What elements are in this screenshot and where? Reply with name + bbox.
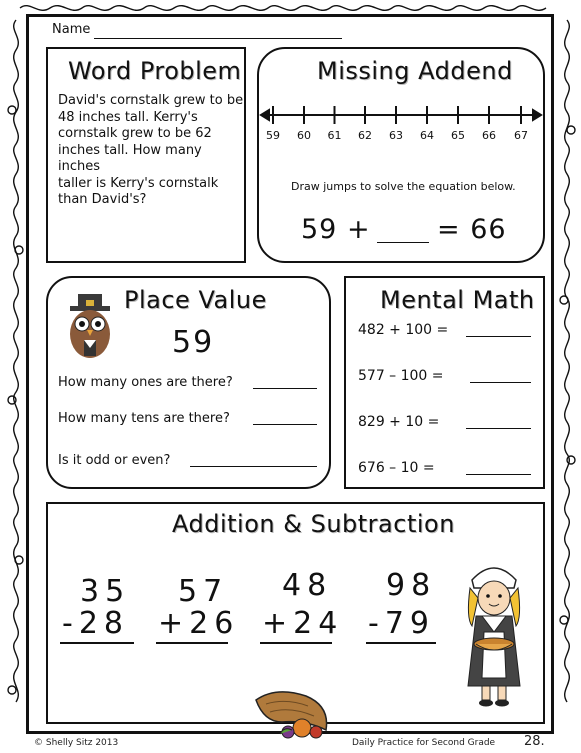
problem-bottom: +26: [158, 606, 240, 641]
ones-question: How many ones are there?: [58, 375, 233, 390]
problem-bottom: +24: [262, 606, 344, 641]
tick-label: 61: [327, 129, 342, 142]
copyright-text: © Shelly Sitz 2013: [34, 738, 119, 748]
series-title: Daily Practice for Second Grade: [352, 738, 496, 748]
word-problem-line: 48 inches tall. Kerry's: [58, 109, 198, 125]
tick-label: 60: [297, 129, 311, 142]
word-problem-line: David's cornstalk grew to be: [58, 93, 244, 108]
problem-top: 35: [80, 574, 131, 609]
right-swirl-border: [555, 0, 579, 753]
mental-math-title: Mental Math: [380, 286, 535, 314]
problem-bottom: -28: [62, 606, 129, 641]
mental-math-answer-blank[interactable]: [470, 382, 531, 383]
problem-bottom: -79: [368, 606, 435, 641]
missing-addend-title: Missing Addend: [317, 57, 513, 85]
equation-left: 59 +: [301, 214, 371, 245]
word-problem-line: inches tall. How many inches: [58, 142, 202, 174]
problem-answer-bar[interactable]: [156, 642, 228, 644]
tens-answer-blank[interactable]: [253, 424, 317, 425]
mental-math-answer-blank[interactable]: [466, 474, 531, 475]
problem-answer-bar[interactable]: [60, 642, 134, 644]
word-problem-line: taller is Kerry's cornstalk: [58, 175, 219, 191]
mental-math-row: 482 + 100 =: [358, 322, 449, 338]
place-value-number: 59: [172, 325, 215, 360]
mental-math-answer-blank[interactable]: [466, 428, 531, 429]
tick-label: 66: [482, 129, 496, 142]
tick-label: 65: [451, 129, 465, 142]
ones-answer-blank[interactable]: [253, 388, 317, 389]
word-problem-text: [58, 93, 244, 209]
word-problem-line: than David's?: [58, 192, 147, 207]
mental-math-row: 577 – 100 =: [358, 368, 444, 384]
addition-subtraction-title: Addition & Subtraction: [172, 510, 455, 538]
missing-addend-instruction: Draw jumps to solve the equation below.: [291, 180, 516, 193]
tick-label: 63: [389, 129, 403, 142]
place-value-title: Place Value: [124, 286, 267, 314]
tick-label: 59: [266, 129, 280, 142]
odd-even-question: Is it odd or even?: [58, 453, 171, 468]
place-value-box: [46, 276, 331, 489]
pilgrim-owl-icon: [64, 290, 116, 362]
tick-label: 67: [514, 129, 528, 142]
left-swirl-border: [4, 0, 28, 753]
mental-math-row: 829 + 10 =: [358, 414, 440, 430]
mental-math-row: 676 – 10 =: [358, 460, 435, 476]
problem-top: 57: [178, 574, 229, 609]
problem-answer-bar[interactable]: [260, 642, 332, 644]
page-number: 28.: [524, 734, 545, 749]
equation-right: = 66: [437, 214, 507, 245]
missing-addend-box: [257, 47, 545, 263]
tens-question: How many tens are there?: [58, 411, 230, 426]
name-input-line[interactable]: [94, 38, 342, 39]
equation-answer-blank[interactable]: [377, 242, 429, 243]
mental-math-answer-blank[interactable]: [466, 336, 531, 337]
tick-label: 64: [420, 129, 434, 142]
problem-answer-bar[interactable]: [366, 642, 436, 644]
cornucopia-icon: [246, 686, 338, 742]
problem-top: 98: [386, 568, 437, 603]
mental-math-box: [344, 276, 545, 489]
problem-top: 48: [282, 568, 333, 603]
word-problem-box: [46, 47, 246, 263]
word-problem-title: Word Problem: [68, 57, 242, 85]
odd-even-answer-blank[interactable]: [190, 466, 317, 467]
pilgrim-girl-icon: [458, 558, 530, 708]
word-problem-line: cornstalk grew to be 62: [58, 126, 212, 141]
name-label: Name: [52, 22, 91, 37]
tick-label: 62: [358, 129, 372, 142]
